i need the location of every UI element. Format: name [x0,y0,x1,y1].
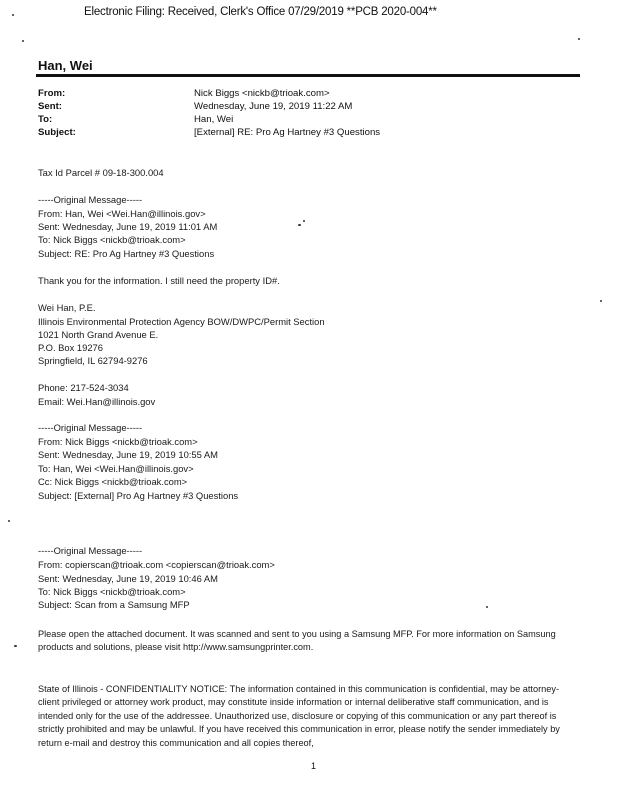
signature-agency: Illinois Environmental Protection Agency BOW/DWPC/Permit Section [38,316,325,327]
signature-phone: Phone: 217-524-3034 [38,382,129,393]
msg3-from: From: copierscan@trioak.com <copierscan@trioak.com> [38,559,275,570]
msg2-from: From: Nick Biggs <nickb@trioak.com> [38,436,198,447]
scan-speck [486,606,488,608]
signature-name: Wei Han, P.E. [38,302,96,313]
scan-speck [298,224,301,226]
scan-speck [600,300,602,302]
header-subject-label: Subject: [38,127,76,138]
header-sent-label: Sent: [38,101,62,112]
signature-address-3: Springfield, IL 62794-9276 [38,355,148,366]
original-message-separator: -----Original Message----- [38,194,143,205]
msg3-subject: Subject: Scan from a Samsung MFP [38,599,190,610]
original-message-separator: -----Original Message----- [38,545,143,556]
header-from-label: From: [38,88,66,99]
header-to-value: Han, Wei [194,114,234,125]
original-message-separator: -----Original Message----- [38,422,143,433]
signature-email: Email: Wei.Han@illinois.gov [38,396,156,407]
msg1-from: From: Han, Wei <Wei.Han@illinois.gov> [38,208,206,219]
scan-speck [578,38,580,40]
signature-address-1: 1021 North Grand Avenue E. [38,329,159,340]
header-sent-value: Wednesday, June 19, 2019 11:22 AM [194,101,353,112]
msg2-cc: Cc: Nick Biggs <nickb@trioak.com> [38,476,188,487]
scan-speck [22,40,24,42]
signature-address-2: P.O. Box 19276 [38,342,103,353]
scan-note-paragraph: Please open the attached document. It was scanned and sent to you using a Samsung MFP. For more information on Samsung products and solutions, please visit http://www.samsungprinter.com. [38,629,556,653]
heading-rule [36,74,580,77]
page-number: 1 [311,761,317,771]
msg1-sent: Sent: Wednesday, June 19, 2019 11:01 AM [38,221,218,232]
scan-speck [14,645,17,647]
msg2-subject: Subject: [External] Pro Ag Hartney #3 Questions [38,490,239,501]
msg3-sent: Sent: Wednesday, June 19, 2019 10:46 AM [38,573,218,584]
header-from-value: Nick Biggs <nickb@trioak.com> [194,88,330,99]
msg1-to: To: Nick Biggs <nickb@trioak.com> [38,234,186,245]
header-subject-value: [External] RE: Pro Ag Hartney #3 Questions [194,127,381,138]
msg2-to: To: Han, Wei <Wei.Han@illinois.gov> [38,463,194,474]
msg2-sent: Sent: Wednesday, June 19, 2019 10:55 AM [38,449,218,460]
scan-speck [303,220,305,222]
scan-speck [8,520,10,522]
msg1-subject: Subject: RE: Pro Ag Hartney #3 Questions [38,248,215,259]
scan-speck [12,14,14,16]
filing-stamp: Electronic Filing: Received, Clerk's Office 07/29/2019 **PCB 2020-004** [84,6,437,18]
msg3-to: To: Nick Biggs <nickb@trioak.com> [38,586,186,597]
tax-id-line: Tax Id Parcel # 09-18-300.004 [38,167,164,178]
thank-you-line: Thank you for the information. I still need the property ID#. [38,275,280,286]
header-to-label: To: [38,114,53,125]
confidentiality-notice: State of Illinois - CONFIDENTIALITY NOTICE: The information contained in this communication is confidential, may be attorney-client privileged or attorney work product, may constitute inside information or internal deliberative staff communication, and is intended only for the use of the addressee. Unauthorized use, disclosure or copying of this communication or any part thereof is strictly prohibited and may be unlawful. If you have received this communication in error, please notify the sender immediately by return e-mail and destroy this communication and all copies thereof, [38,684,560,748]
sender-name-heading: Han, Wei [38,58,93,73]
